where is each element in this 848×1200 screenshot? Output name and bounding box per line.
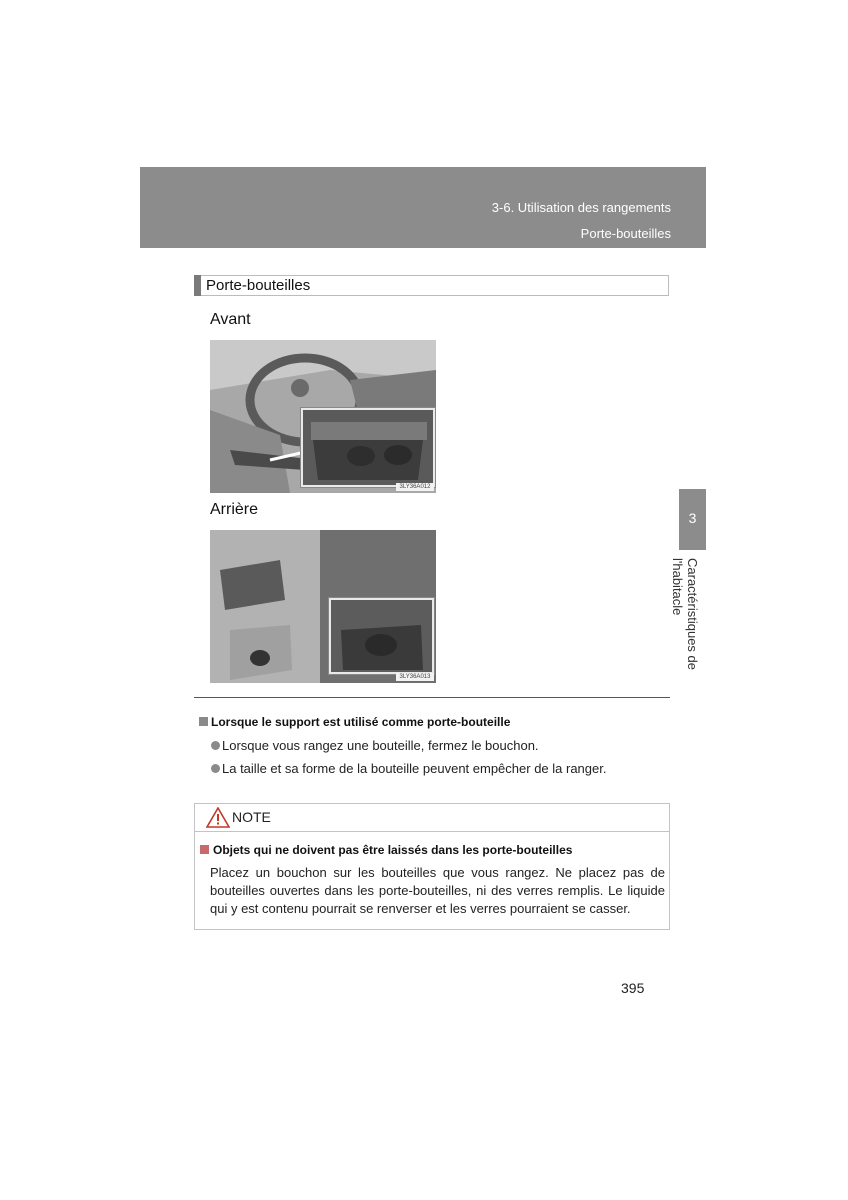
rear-holder-detail-image: [331, 600, 432, 672]
figure-code: 3LY36A012: [396, 483, 434, 491]
warning-triangle-icon: [206, 807, 230, 828]
figure-code: 3LY36A013: [396, 673, 434, 681]
front-bottle-holder-photo: [210, 340, 436, 493]
heading-bar: [194, 275, 201, 296]
dot-bullet-icon: [211, 741, 220, 750]
note-header: [195, 804, 669, 832]
note-box: [194, 803, 670, 930]
front-holder-detail: [301, 408, 435, 487]
header-section: 3-6. Utilisation des rangements: [491, 200, 671, 215]
chapter-tab[interactable]: 3: [679, 489, 706, 550]
chapter-label: Caractéristiques de l'habitacle: [670, 558, 700, 670]
divider: [194, 697, 670, 698]
page-number: 395: [621, 980, 645, 996]
note-body: Placez un bouchon sur les bouteilles que vous rangez. Ne placez pas de bouteilles ouvertes dans les porte-bouteilles, ni des verres remplis. Le liquide qui y est contenu pourrait se renverser et les verres pourraient se casser.: [210, 865, 665, 916]
info-bullet: [211, 738, 539, 753]
figure-label-rear: Arrière: [210, 501, 259, 518]
note-subheading: [200, 843, 572, 857]
rear-bottle-holder-photo: [210, 530, 436, 683]
dot-bullet-icon: [211, 764, 220, 773]
section-heading: [194, 275, 669, 296]
square-bullet-icon: [200, 845, 209, 854]
info-bullet: [211, 761, 606, 776]
note-subheading-text: Objets qui ne doivent pas être laissés dans les porte-bouteilles: [213, 843, 573, 857]
info-heading-text: Lorsque le support est utilisé comme porte-bouteille: [211, 715, 511, 729]
rear-holder-detail: [329, 598, 434, 674]
square-bullet-icon: [199, 717, 208, 726]
info-bullet-text: Lorsque vous rangez une bouteille, fermez le bouchon.: [222, 738, 539, 753]
note-label: NOTE: [232, 809, 271, 825]
header-title: Porte-bouteilles: [580, 226, 671, 241]
section-title: Porte-bouteilles: [206, 277, 311, 294]
info-heading: [199, 715, 510, 729]
header-band: [140, 167, 706, 248]
figure-label-front: Avant: [210, 311, 251, 328]
front-holder-detail-image: [303, 410, 433, 485]
info-bullet-text: La taille et sa forme de la bouteille peuvent empêcher de la ranger.: [222, 761, 607, 776]
